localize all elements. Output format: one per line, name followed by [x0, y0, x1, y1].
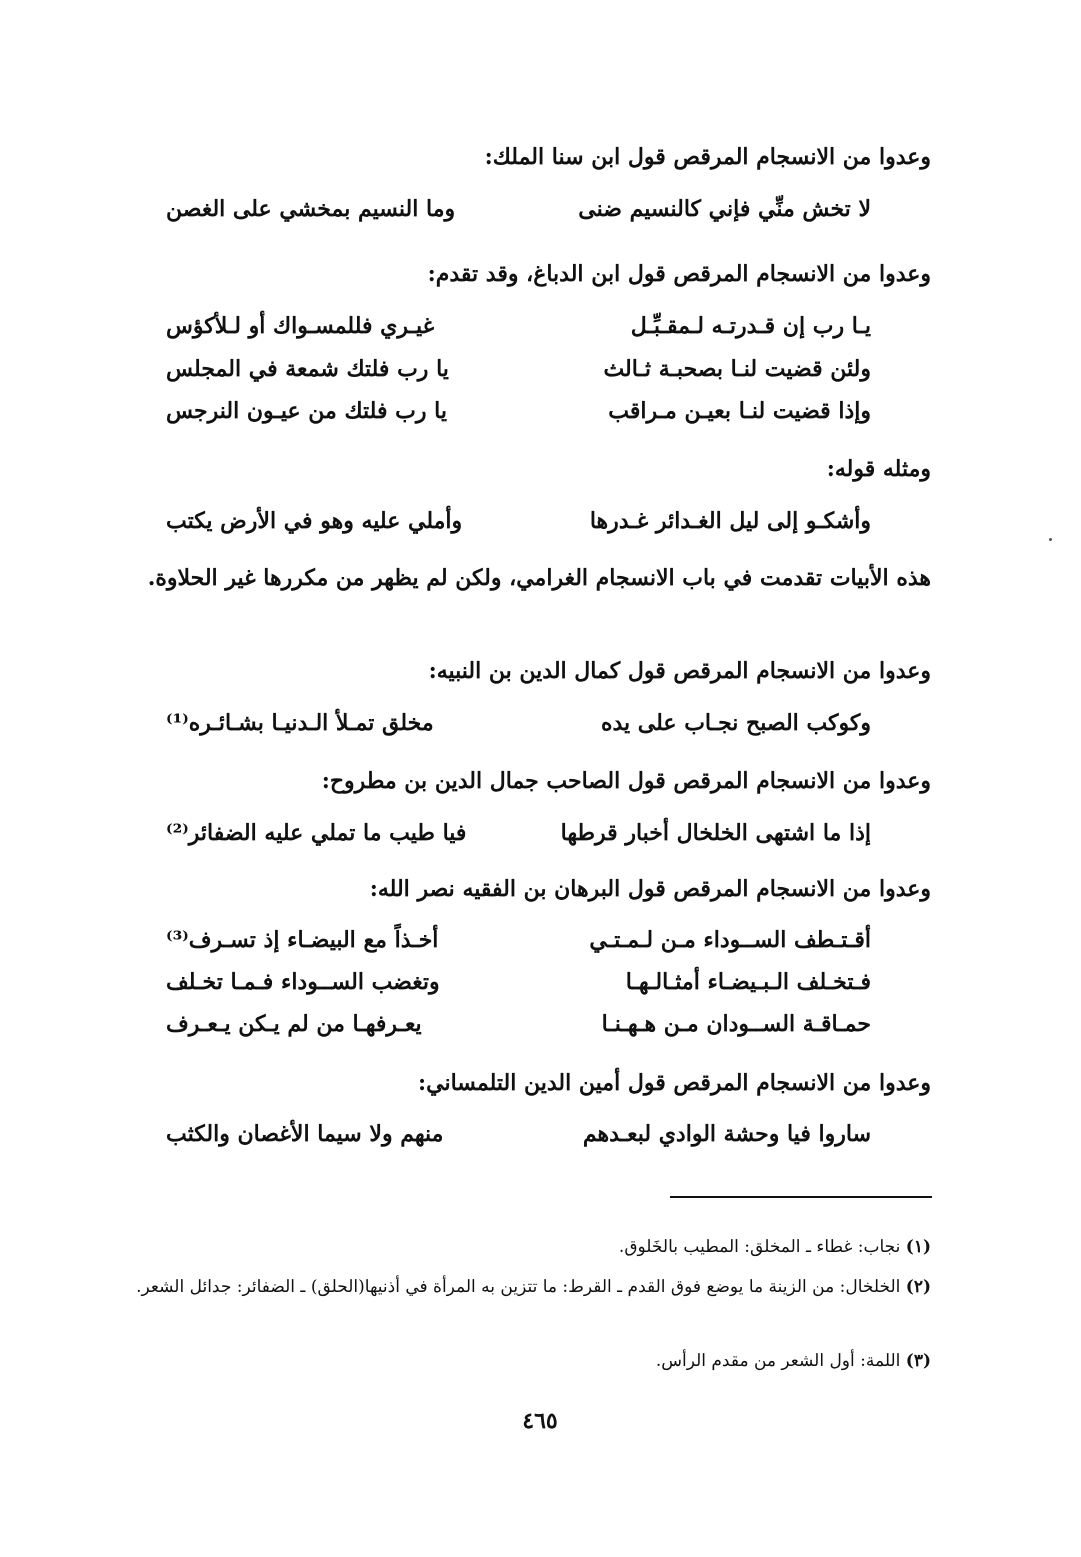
verse-first-hemistich: فـتخـلف الـبـيضـاء أمثـالـهـا [625, 969, 871, 995]
verse-line [166, 196, 871, 230]
verse-line [166, 820, 871, 854]
verse-first-hemistich: إذا ما اشتهى الخلخال أخبار قرطها [560, 820, 871, 846]
verse-first-hemistich: وإذا قضيت لنـا بعيـن مـراقب [608, 398, 871, 424]
verse-first-hemistich: حمـاقـة الســودان مـن هـهـنـا [601, 1011, 871, 1037]
verse-second-hemistich: يا رب فلتك من عيـون النرجس [166, 398, 447, 424]
verse-second-hemistich: أخـذاً مع البيضـاء إذ تسـرف⁽³⁾ [166, 927, 439, 953]
verse-first-hemistich: يـا رب إن قـدرتـه لـمقـبِّـل [630, 313, 871, 339]
verse-second-hemistich: مخلق تمـلأ الـدنيـا بشـائـره⁽¹⁾ [166, 710, 434, 736]
page-number: ٤٦٥ [522, 1408, 558, 1434]
verse-second-hemistich: يعـرفهـا من لم يـكن يـعـرف [166, 1011, 422, 1037]
intro-line: وعدوا من الانسجام المرقص قول البرهان بن الفقيه نصر الله: [369, 876, 931, 902]
verse-second-hemistich: فيا طيب ما تملي عليه الضفائر⁽²⁾ [166, 820, 467, 846]
footnote-separator [670, 1196, 932, 1198]
intro-line: وعدوا من الانسجام المرقص قول كمال الدين بن النبيه: [428, 658, 931, 684]
intro-line: ومثله قوله: [826, 456, 931, 482]
footnote-number: (٣) [905, 1351, 931, 1371]
footnote-text: نجاب: غطاء ـ المخلق: المطيب بالخَلوق. [618, 1237, 901, 1257]
verse-line [166, 356, 871, 390]
scan-speck [1049, 538, 1052, 541]
intro-line: وعدوا من الانسجام المرقص قول ابن الدباغ، وقد تقدم: [427, 261, 931, 287]
intro-line: وعدوا من الانسجام المرقص قول الصاحب جمال الدين بن مطروح: [321, 768, 931, 794]
verse-second-hemistich: يا رب فلتك شمعة في المجلس [166, 356, 449, 382]
verse-line [166, 398, 871, 432]
verse-first-hemistich: لا تخش منِّي فإني كالنسيم ضنى [578, 196, 871, 222]
verse-line [166, 1011, 871, 1045]
footnote-text: اللمة: أول الشعر من مقدم الرأس. [655, 1351, 901, 1371]
footnote [109, 1346, 931, 1376]
verse-line [166, 508, 871, 542]
footnote [109, 1272, 931, 1302]
verse-line [166, 969, 871, 1003]
verse-first-hemistich: ولئن قضيت لنـا بصحبـة ثـالث [603, 356, 871, 382]
verse-first-hemistich: أقـتـطف الســوداء مـن لـمـتـي [589, 927, 871, 953]
verse-second-hemistich: وما النسيم بمخشي على الغصن [166, 196, 456, 222]
verse-first-hemistich: ساروا فيا وحشة الوادي لبعـدهم [582, 1121, 871, 1147]
verse-line [166, 1121, 871, 1155]
verse-second-hemistich: وتغضب الســوداء فـمـا تخـلف [166, 969, 440, 995]
verse-second-hemistich: غيـري فللمسـواك أو لـلأكؤس [166, 313, 435, 339]
footnote [109, 1232, 931, 1262]
verse-second-hemistich: منهم ولا سيما الأغصان والكثب [166, 1121, 444, 1147]
intro-line: وعدوا من الانسجام المرقص قول أمين الدين التلمساني: [417, 1070, 931, 1096]
intro-line: وعدوا من الانسجام المرقص قول ابن سنا الملك: [484, 144, 931, 170]
verse-first-hemistich: وكوكب الصبح نجـاب على يده [600, 710, 871, 736]
verse-second-hemistich: وأملي عليه وهو في الأرض يكتب [166, 508, 463, 534]
commentary-paragraph: هذه الأبيات تقدمت في باب الانسجام الغرامي، ولكن لم يظهر من مكررها غير الحلاوة. [147, 565, 931, 591]
footnote-number: (١) [905, 1237, 931, 1257]
verse-line [166, 313, 871, 347]
verse-first-hemistich: وأشكـو إلى ليل الغـدائر غـدرها [589, 508, 871, 534]
verse-line [166, 927, 871, 961]
footnote-number: (٢) [905, 1277, 931, 1297]
verse-line [166, 710, 871, 744]
footnote-text: الخلخال: من الزينة ما يوضع فوق القدم ـ القرط: ما تتزين به المرأة في أذنيها(الحلق) ـ الضفائر: جدائل الشعر. [136, 1277, 901, 1297]
